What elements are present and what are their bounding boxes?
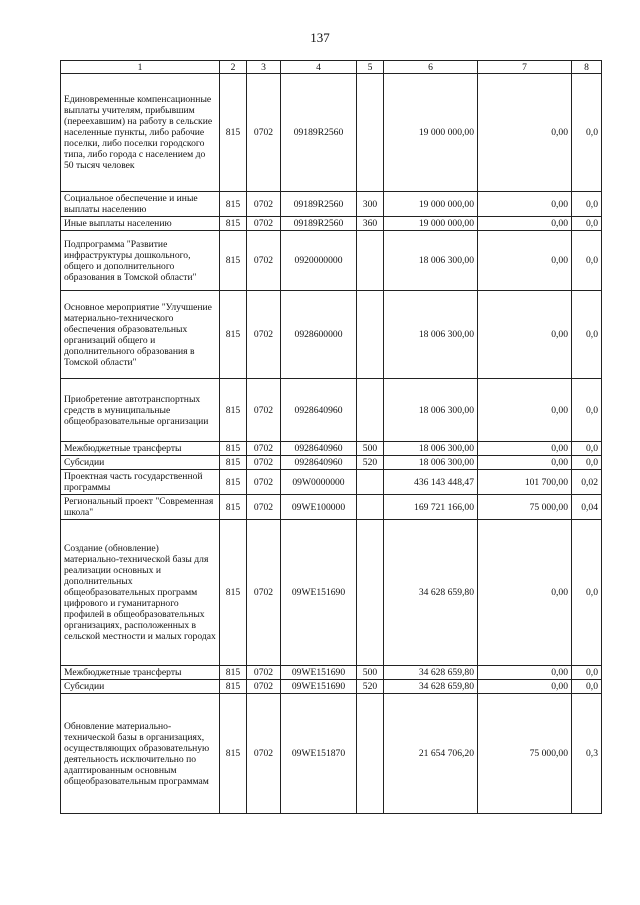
table-body bbox=[61, 61, 602, 814]
row-code-cell: 815 bbox=[220, 379, 247, 442]
row-name-cell: Межбюджетные трансферты bbox=[61, 442, 220, 456]
row-amount-cell: 34 628 659,80 bbox=[384, 520, 478, 666]
row-percent-cell: 0,0 bbox=[572, 456, 602, 470]
row-amount-cell: 34 628 659,80 bbox=[384, 680, 478, 694]
table-row bbox=[61, 379, 602, 442]
row-amount-cell: 19 000 000,00 bbox=[384, 74, 478, 192]
row-amount-cell: 436 143 448,47 bbox=[384, 470, 478, 495]
row-change-cell: 0,00 bbox=[478, 456, 572, 470]
row-code-cell: 815 bbox=[220, 442, 247, 456]
column-header: 6 bbox=[384, 61, 478, 74]
row-percent-cell: 0,0 bbox=[572, 442, 602, 456]
row-percent-cell: 0,0 bbox=[572, 291, 602, 379]
row-name-cell: Субсидии bbox=[61, 456, 220, 470]
table-header-row bbox=[61, 61, 602, 74]
row-change-cell: 0,00 bbox=[478, 442, 572, 456]
row-target-cell: 09WE151690 bbox=[281, 666, 357, 680]
row-percent-cell: 0,0 bbox=[572, 217, 602, 231]
row-name-cell: Межбюджетные трансферты bbox=[61, 666, 220, 680]
table-row bbox=[61, 456, 602, 470]
row-section-cell: 0702 bbox=[247, 291, 281, 379]
row-name-cell: Подпрограмма "Развитие инфраструктуры дошкольного, общего и дополнительного образования в Томской области" bbox=[61, 231, 220, 291]
row-amount-cell: 19 000 000,00 bbox=[384, 217, 478, 231]
row-target-cell: 09189R2560 bbox=[281, 217, 357, 231]
row-amount-cell: 18 006 300,00 bbox=[384, 456, 478, 470]
row-target-cell: 09WE100000 bbox=[281, 495, 357, 520]
row-name-cell: Социальное обеспечение и иные выплаты населению bbox=[61, 192, 220, 217]
row-target-cell: 0928640960 bbox=[281, 442, 357, 456]
table-row bbox=[61, 231, 602, 291]
row-name-cell: Создание (обновление) материально-технической базы для реализации основных и дополнительных общеобразовательных программ цифрового и гуманитарного профилей в общеобразовательных организациях, расположенных в сельской местности и малых городах bbox=[61, 520, 220, 666]
row-type-cell bbox=[357, 470, 384, 495]
row-change-cell: 0,00 bbox=[478, 666, 572, 680]
row-code-cell: 815 bbox=[220, 470, 247, 495]
table-row bbox=[61, 680, 602, 694]
row-code-cell: 815 bbox=[220, 192, 247, 217]
row-type-cell bbox=[357, 231, 384, 291]
row-section-cell: 0702 bbox=[247, 192, 281, 217]
row-amount-cell: 18 006 300,00 bbox=[384, 442, 478, 456]
row-type-cell: 360 bbox=[357, 217, 384, 231]
table-row bbox=[61, 666, 602, 680]
table-row bbox=[61, 470, 602, 495]
row-percent-cell: 0,0 bbox=[572, 680, 602, 694]
row-change-cell: 0,00 bbox=[478, 74, 572, 192]
row-type-cell: 520 bbox=[357, 456, 384, 470]
row-name-cell: Приобретение автотранспортных средств в муниципальные общеобразовательные организации bbox=[61, 379, 220, 442]
row-amount-cell: 169 721 166,00 bbox=[384, 495, 478, 520]
row-amount-cell: 18 006 300,00 bbox=[384, 231, 478, 291]
row-type-cell: 500 bbox=[357, 442, 384, 456]
row-name-cell: Субсидии bbox=[61, 680, 220, 694]
row-change-cell: 0,00 bbox=[478, 379, 572, 442]
row-percent-cell: 0,0 bbox=[572, 192, 602, 217]
row-code-cell: 815 bbox=[220, 520, 247, 666]
row-code-cell: 815 bbox=[220, 495, 247, 520]
row-name-cell: Обновление материально-технической базы в организациях, осуществляющих образовательную деятельность исключительно по адаптированным основным общеобразовательным программам bbox=[61, 694, 220, 814]
table-row bbox=[61, 217, 602, 231]
row-change-cell: 0,00 bbox=[478, 291, 572, 379]
row-type-cell: 500 bbox=[357, 666, 384, 680]
row-code-cell: 815 bbox=[220, 666, 247, 680]
row-amount-cell: 18 006 300,00 bbox=[384, 291, 478, 379]
row-name-cell: Региональный проект "Современная школа" bbox=[61, 495, 220, 520]
row-amount-cell: 19 000 000,00 bbox=[384, 192, 478, 217]
column-header: 2 bbox=[220, 61, 247, 74]
row-section-cell: 0702 bbox=[247, 694, 281, 814]
row-section-cell: 0702 bbox=[247, 217, 281, 231]
row-change-cell: 0,00 bbox=[478, 680, 572, 694]
column-header: 3 bbox=[247, 61, 281, 74]
row-percent-cell: 0,0 bbox=[572, 379, 602, 442]
row-section-cell: 0702 bbox=[247, 74, 281, 192]
row-code-cell: 815 bbox=[220, 291, 247, 379]
table-row bbox=[61, 495, 602, 520]
row-code-cell: 815 bbox=[220, 456, 247, 470]
row-target-cell: 0928600000 bbox=[281, 291, 357, 379]
row-code-cell: 815 bbox=[220, 231, 247, 291]
row-amount-cell: 34 628 659,80 bbox=[384, 666, 478, 680]
row-code-cell: 815 bbox=[220, 680, 247, 694]
row-target-cell: 09WE151870 bbox=[281, 694, 357, 814]
row-percent-cell: 0,3 bbox=[572, 694, 602, 814]
row-target-cell: 0928640960 bbox=[281, 379, 357, 442]
column-header: 8 bbox=[572, 61, 602, 74]
column-header: 5 bbox=[357, 61, 384, 74]
row-change-cell: 75 000,00 bbox=[478, 694, 572, 814]
row-type-cell: 300 bbox=[357, 192, 384, 217]
row-change-cell: 0,00 bbox=[478, 217, 572, 231]
row-section-cell: 0702 bbox=[247, 379, 281, 442]
row-percent-cell: 0,0 bbox=[572, 74, 602, 192]
row-change-cell: 0,00 bbox=[478, 231, 572, 291]
row-type-cell bbox=[357, 694, 384, 814]
table-row bbox=[61, 291, 602, 379]
row-target-cell: 09W0000000 bbox=[281, 470, 357, 495]
row-target-cell: 0928640960 bbox=[281, 456, 357, 470]
row-section-cell: 0702 bbox=[247, 231, 281, 291]
row-target-cell: 0920000000 bbox=[281, 231, 357, 291]
row-type-cell: 520 bbox=[357, 680, 384, 694]
table-row bbox=[61, 520, 602, 666]
table-row bbox=[61, 192, 602, 217]
row-section-cell: 0702 bbox=[247, 680, 281, 694]
row-name-cell: Основное мероприятие "Улучшение материально-технического обеспечения образовательных организаций общего и дополнительного образования в Томской области" bbox=[61, 291, 220, 379]
row-name-cell: Проектная часть государственной программы bbox=[61, 470, 220, 495]
row-type-cell bbox=[357, 520, 384, 666]
row-percent-cell: 0,0 bbox=[572, 520, 602, 666]
row-target-cell: 09189R2560 bbox=[281, 192, 357, 217]
row-type-cell bbox=[357, 495, 384, 520]
row-target-cell: 09189R2560 bbox=[281, 74, 357, 192]
row-section-cell: 0702 bbox=[247, 442, 281, 456]
row-change-cell: 0,00 bbox=[478, 192, 572, 217]
row-name-cell: Единовременные компенсационные выплаты учителям, прибывшим (переехавшим) на работу в сельские населенные пункты, либо рабочие поселки, либо поселки городского типа, либо города с населением до 50 тысяч человек bbox=[61, 74, 220, 192]
budget-table bbox=[60, 60, 602, 814]
table-row bbox=[61, 74, 602, 192]
column-header: 7 bbox=[478, 61, 572, 74]
row-type-cell bbox=[357, 74, 384, 192]
row-section-cell: 0702 bbox=[247, 520, 281, 666]
row-percent-cell: 0,04 bbox=[572, 495, 602, 520]
row-type-cell bbox=[357, 291, 384, 379]
row-section-cell: 0702 bbox=[247, 666, 281, 680]
row-percent-cell: 0,0 bbox=[572, 231, 602, 291]
table-row bbox=[61, 694, 602, 814]
column-header: 1 bbox=[61, 61, 220, 74]
row-code-cell: 815 bbox=[220, 694, 247, 814]
row-section-cell: 0702 bbox=[247, 456, 281, 470]
row-section-cell: 0702 bbox=[247, 495, 281, 520]
page-number: 137 bbox=[310, 30, 330, 45]
row-percent-cell: 0,02 bbox=[572, 470, 602, 495]
row-change-cell: 75 000,00 bbox=[478, 495, 572, 520]
row-change-cell: 0,00 bbox=[478, 520, 572, 666]
column-header: 4 bbox=[281, 61, 357, 74]
row-name-cell: Иные выплаты населению bbox=[61, 217, 220, 231]
row-amount-cell: 18 006 300,00 bbox=[384, 379, 478, 442]
row-change-cell: 101 700,00 bbox=[478, 470, 572, 495]
table-row bbox=[61, 442, 602, 456]
row-code-cell: 815 bbox=[220, 74, 247, 192]
row-amount-cell: 21 654 706,20 bbox=[384, 694, 478, 814]
row-target-cell: 09WE151690 bbox=[281, 680, 357, 694]
row-percent-cell: 0,0 bbox=[572, 666, 602, 680]
row-target-cell: 09WE151690 bbox=[281, 520, 357, 666]
row-code-cell: 815 bbox=[220, 217, 247, 231]
row-section-cell: 0702 bbox=[247, 470, 281, 495]
row-type-cell bbox=[357, 379, 384, 442]
